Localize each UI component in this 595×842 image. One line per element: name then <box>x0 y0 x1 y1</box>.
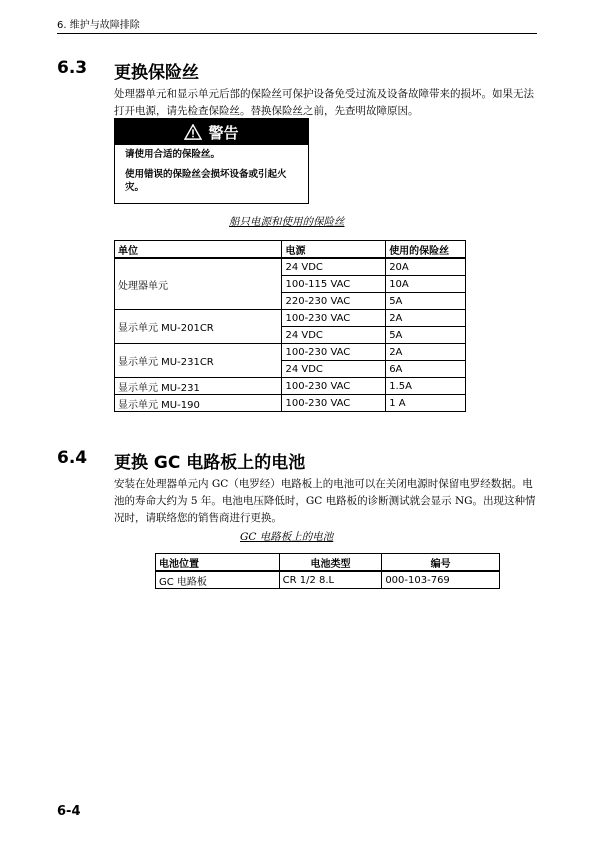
fuse-cell: 2A <box>386 310 466 327</box>
table-row <box>115 378 466 395</box>
table-caption: 船只电源和使用的保险丝 <box>229 216 345 228</box>
fuse-cell: 6A <box>386 361 466 378</box>
warning-body <box>115 145 308 194</box>
battery-table <box>155 553 500 589</box>
power-cell: 24 VDC <box>282 327 386 344</box>
fuse-cell: 10A <box>386 276 466 293</box>
power-cell: 100-230 VAC <box>282 378 386 395</box>
unit-cell: 显示单元 MU-201CR <box>115 310 282 344</box>
power-cell: 100-230 VAC <box>282 344 386 361</box>
warning-title: 警告 <box>208 123 239 142</box>
battery-type-cell: CR 1/2 8.L <box>279 571 382 589</box>
column-header: 单位 <box>115 241 282 259</box>
warning-header <box>115 119 308 145</box>
warning-box <box>114 118 309 204</box>
part-number-cell: 000-103-769 <box>382 571 500 589</box>
power-cell: 100-230 VAC <box>282 310 386 327</box>
table-row <box>115 344 466 361</box>
power-cell: 100-230 VAC <box>282 395 386 412</box>
section-paragraph: 处理器单元和显示单元后部的保险丝可保护设备免受过流及设备故障带来的损坏。如果无法打开电源，请先检查保险丝。替换保险丝之前，先查明故障原因。 <box>114 88 534 117</box>
power-cell: 220-230 VAC <box>282 293 386 310</box>
battery-location-cell: GC 电路板 <box>156 571 280 589</box>
fuse-cell: 1 A <box>386 395 466 412</box>
fuse-cell: 2A <box>386 344 466 361</box>
unit-cell: 处理器单元 <box>115 258 282 310</box>
table-row <box>156 571 500 589</box>
unit-cell: 显示单元 MU-231CR <box>115 344 282 378</box>
fuse-cell: 5A <box>386 327 466 344</box>
power-cell: 24 VDC <box>282 361 386 378</box>
fuse-cell: 1.5A <box>386 378 466 395</box>
running-header: 6. 维护与故障排除 <box>57 20 140 31</box>
header-rule <box>57 33 537 34</box>
section-number: 6.4 <box>57 448 88 468</box>
warning-line: 请使用合适的保险丝。 <box>125 149 221 160</box>
fuse-cell: 5A <box>386 293 466 310</box>
power-cell: 100-115 VAC <box>282 276 386 293</box>
table-row <box>115 258 466 276</box>
fuse-cell: 20A <box>386 258 466 276</box>
column-header: 使用的保险丝 <box>386 241 466 259</box>
table-header-row <box>156 554 500 572</box>
table-header-row <box>115 241 466 259</box>
section-title: 更换保险丝 <box>114 63 199 83</box>
table-row <box>115 395 466 412</box>
column-header: 电池类型 <box>279 554 382 572</box>
unit-cell: 显示单元 MU-190 <box>115 395 282 412</box>
power-cell: 24 VDC <box>282 258 386 276</box>
column-header: 电池位置 <box>156 554 280 572</box>
section-number: 6.3 <box>57 58 88 78</box>
fuse-table <box>114 240 466 412</box>
page-number: 6-4 <box>57 804 81 819</box>
table-row <box>115 310 466 327</box>
column-header: 电源 <box>282 241 386 259</box>
unit-cell: 显示单元 MU-231 <box>115 378 282 395</box>
warning-triangle-icon <box>184 124 202 140</box>
section-title: 更换 GC 电路板上的电池 <box>114 453 306 473</box>
warning-line: 使用错误的保险丝会损坏设备或引起火灾。 <box>125 169 287 193</box>
table-caption: GC 电路板上的电池 <box>240 531 334 543</box>
column-header: 编号 <box>382 554 500 572</box>
section-paragraph: 安装在处理器单元内 GC（电罗经）电路板上的电池可以在关闭电源时保留电罗经数据。电池的寿命大约为 5 年。电池电压降低时，GC 电路板的诊断测试就会显示 NG。出现这种情况时，请联络您的销售商进行更换。 <box>114 478 536 524</box>
